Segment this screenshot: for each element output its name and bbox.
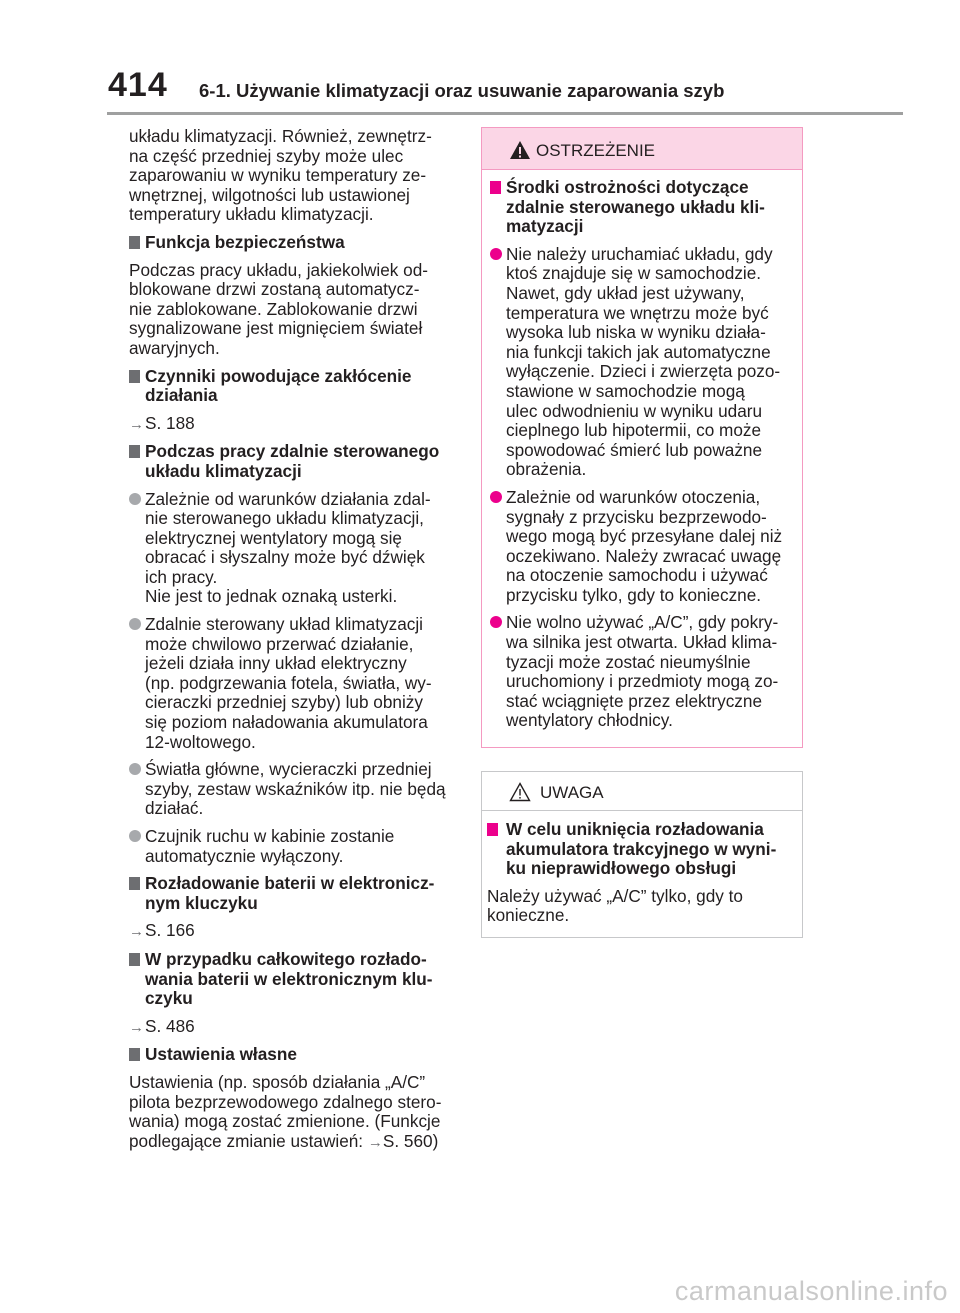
circle-bullet-icon [490, 248, 502, 260]
arrow-right-icon: → [129, 923, 144, 941]
notice-text: Należy używać „A/C” tylko, gdy to konieczne. [487, 885, 743, 926]
warning-triangle-icon [509, 140, 531, 165]
heading-customization: Ustawienia własne [129, 1045, 451, 1065]
warning-header [482, 128, 802, 170]
list-item: Zdalnie sterowany układ klimatyzacji może chwilowo przerwać działanie, jeżeli działa inny układ elektryczny (np. podgrzewania fotela, światła, wy- cieraczki przedniej szyby) lub obniży się poziom naładowania akumulatora 12-woltowego. [129, 615, 451, 752]
header-rule [107, 112, 903, 115]
square-bullet-icon [487, 823, 498, 836]
square-bullet-icon [129, 953, 140, 966]
square-bullet-icon [129, 877, 140, 890]
notice-header [482, 772, 802, 811]
page-reference-link[interactable]: →S. 486 [129, 1015, 195, 1036]
warning-title: OSTRZEŻENIE [536, 141, 656, 160]
heading-key-battery-low: Rozładowanie baterii w elektronicz- nym kluczyku [129, 874, 451, 913]
page-reference-link[interactable]: →S. 188 [129, 412, 195, 433]
arrow-right-icon: → [129, 1018, 144, 1036]
list-item: Zależnie od warunków działania zdal- nie sterowanego układu klimatyzacji, elektrycznej wentylatory mogą się obracać i słyszalny może być dźwięk ich pracy. Nie jest to jednak oznaką usterki. [129, 490, 451, 608]
square-bullet-icon [490, 181, 501, 194]
caution-triangle-icon [509, 782, 531, 807]
notice-box [481, 771, 803, 938]
left-column [129, 127, 451, 1160]
page-number: 414 [108, 66, 168, 104]
page-reference-link[interactable]: →S. 166 [129, 920, 195, 941]
watermark: carmanualsonline.info [674, 1276, 948, 1306]
square-bullet-icon [129, 370, 140, 383]
intro-paragraph: układu klimatyzacji. Również, zewnętrz- na część przedniej szyby może ulec zaparowaniu w wyniku temperatury ze- wnętrznej, wilgotności lub ustawionej temperatury układu klimatyzacji. [129, 126, 432, 225]
arrow-right-icon: → [367, 1133, 383, 1151]
list-item: Czujnik ruchu w kabinie zostanie automatycznie wyłączony. [129, 827, 451, 866]
square-bullet-icon [129, 236, 140, 249]
customization-paragraph: Ustawienia (np. sposób działania „A/C” pilota bezprzewodowego zdalnego stero- wania) mogą zostać zmienione. (Funkcje podlegające zmianie ustawień: →S. 560) [129, 1071, 442, 1151]
warning-body [482, 170, 802, 731]
notice-heading: W celu uniknięcia rozładowania akumulatora trakcyjnego w wyni- ku nieprawidłowego obsługi [487, 820, 797, 879]
warning-heading: Środki ostrożności dotyczące zdalnie sterowanego układu kli- matyzacji [490, 178, 794, 237]
list-item: Nie należy uruchamiać układu, gdy ktoś znajduje się w samochodzie. Nawet, gdy układ jest używany, temperatura we wnętrzu może być wysoka lub niska w wyniku działa- nia funkcji takich jak automatyczne wyłączenie. Dzieci i zwierzęta pozo- stawione w samochodzie mogą ulec odwodnieniu w wyniku udaru cieplnego lub hipotermii, co może spowodować śmierć lub poważne obrażenia. [490, 245, 794, 480]
square-bullet-icon [129, 1048, 140, 1061]
heading-safety-function: Funkcja bezpieczeństwa [129, 233, 451, 253]
page-reference-link[interactable]: S. 560) [382, 1130, 439, 1151]
circle-bullet-icon [129, 618, 141, 630]
circle-bullet-icon [490, 491, 502, 503]
safety-paragraph: Podczas pracy układu, jakiekolwiek od- blokowane drzwi zostaną automatycz- nie zablokowane. Zablokowanie drzwi sygnalizowane jest mignięciem świateł awaryjnych. [129, 259, 429, 358]
arrow-right-icon: → [129, 415, 144, 433]
circle-bullet-icon [129, 763, 141, 775]
heading-key-battery-dead: W przypadku całkowitego rozłado- wania baterii w elektronicznym klu- czyku [129, 950, 451, 1009]
list-item: Nie wolno używać „A/C”, gdy pokry- wa silnika jest otwarta. Układ klima- tyzacji może zostać nieumyślnie uruchomiony i przedmioty mogą zo- stać wciągnięte przez elektryczne wentylatory chłodnicy. [490, 613, 794, 731]
circle-bullet-icon [129, 830, 141, 842]
notice-body [482, 811, 802, 926]
heading-interference-factors: Czynniki powodujące zakłócenie działania [129, 367, 451, 406]
circle-bullet-icon [490, 616, 502, 628]
notice-title: UWAGA [540, 783, 604, 802]
circle-bullet-icon [129, 493, 141, 505]
square-bullet-icon [129, 445, 140, 458]
list-item: Zależnie od warunków otoczenia, sygnały z przycisku bezprzewodo- wego mogą być przesyłane dalej niż oczekiwano. Należy zwracać uwagę na otoczenie samochodu i używać przycisku tylko, gdy to konieczne. [490, 488, 794, 606]
list-item: Światła główne, wycieraczki przedniej szyby, zestaw wskaźników itp. nie będą działać. [129, 760, 451, 819]
warning-box [481, 127, 803, 748]
heading-remote-operation: Podczas pracy zdalnie sterowanego układu klimatyzacji [129, 442, 451, 481]
section-title: 6-1. Używanie klimatyzacji oraz usuwanie zaparowania szyb [199, 80, 725, 101]
